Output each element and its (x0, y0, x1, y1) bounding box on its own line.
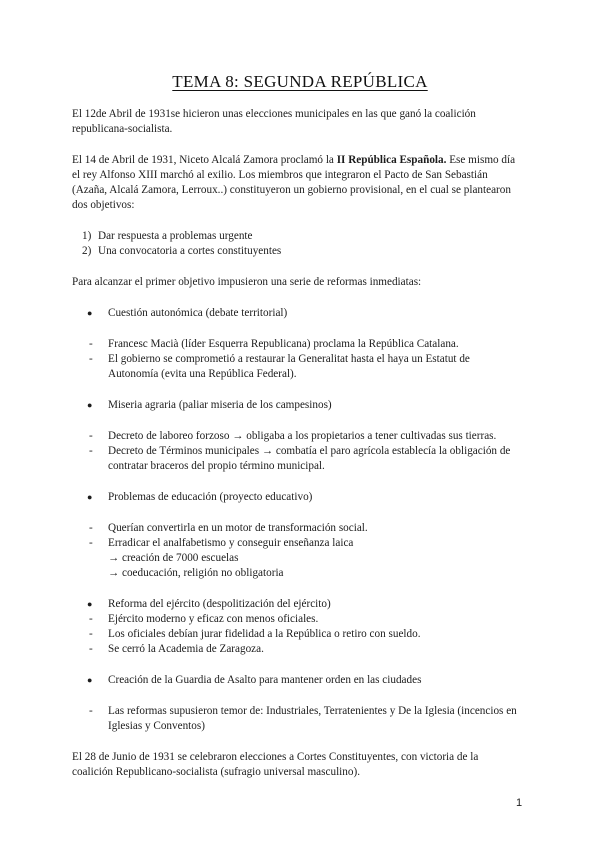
paragraph-elecciones-municipales: El 12de Abril de 1931se hicieron unas elecciones municipales en las que ganó la coalición republicana-socialista. (72, 108, 476, 135)
dash-marker: - (89, 628, 93, 640)
list-item-text: Las reformas supusieron temor de: Industriales, Terratenientes y De la Iglesia (incencios en Iglesias y Conventos) (108, 705, 517, 732)
heading-text: Miseria agraria (paliar miseria de los campesinos) (108, 399, 332, 411)
sub-item: → coeducación, religión no obligatoria (108, 567, 284, 579)
agraria-items (72, 429, 520, 474)
dash-marker: - (89, 613, 93, 625)
dash-marker: - (89, 537, 93, 549)
dash-marker: - (89, 643, 93, 655)
list-item (72, 627, 520, 642)
dash-marker: - (89, 338, 93, 350)
section-heading (72, 398, 520, 413)
list-item (72, 521, 520, 536)
proclamacion-text-post: Ese mismo día el rey Alfonso XIII marchó al exilio. Los miembros que integraron el Pacto de San Sebastián (Azaña, Alcalá Zamora, Lerroux..) constituyeron un gobierno provisional, en el cual se plantearon dos objetivos: (72, 154, 516, 211)
list-number: 1) (82, 230, 92, 242)
section-educacion (72, 490, 520, 505)
section-guardia (72, 673, 520, 688)
ejercito-items (72, 612, 520, 657)
list-number: 2) (82, 245, 92, 257)
proclamacion-text-pre: El 14 de Abril de 1931, Niceto Alcalá Zamora proclamó la (72, 154, 337, 166)
title-text: TEMA 8: SEGUNDA REPÚBLICA (172, 72, 428, 91)
heading-text: Cuestión autonómica (debate territorial) (108, 307, 288, 319)
list-item-text: Decreto de Términos municipales → combatía el paro agrícola establecía la obligación de contratar braceros del propio término municipal. (108, 445, 511, 472)
list-item-text: Ejército moderno y eficaz con menos oficiales. (108, 613, 319, 625)
heading-text: Reforma del ejército (despolitización del ejército) (108, 598, 331, 610)
dash-marker: - (89, 705, 93, 717)
list-item-text: Francesc Macià (líder Esquerra Republicana) proclama la República Catalana. (108, 338, 459, 350)
bullet-icon: ● (87, 400, 93, 410)
paragraph-cortes-constituyentes: El 28 de Junio de 1931 se celebraron elecciones a Cortes Constituyentes, con victoria de la coalición Republicano-socialista (sufragio universal masculino). (72, 751, 479, 778)
document-title (0, 72, 600, 92)
list-item (72, 536, 520, 551)
paragraph-proclamacion (72, 153, 520, 213)
heading-text: Problemas de educación (proyecto educativo) (108, 491, 313, 503)
dash-marker: - (89, 430, 93, 442)
section-heading (72, 673, 520, 688)
dash-marker: - (89, 353, 93, 365)
guardia-items (72, 704, 520, 734)
section-agraria (72, 398, 520, 413)
heading-text: Creación de la Guardia de Asalto para mantener orden en las ciudades (108, 674, 422, 686)
bullet-icon: ● (87, 492, 93, 502)
list-item-text: Decreto de laboreo forzoso → obligaba a los propietarios a tener cultivadas sus tierras. (108, 430, 497, 442)
list-item (72, 429, 520, 444)
document-body (72, 107, 520, 780)
list-item (72, 337, 520, 352)
list-item-text: El gobierno se comprometió a restaurar la Generalitat hasta el haya un Estatut de Autonomía (evita una República Federal). (108, 353, 470, 380)
autonomica-items (72, 337, 520, 382)
list-item-text: Erradicar el analfabetismo y conseguir enseñanza laica (108, 537, 354, 549)
list-item (72, 444, 520, 474)
sub-item: → creación de 7000 escuelas (108, 552, 239, 564)
list-item (72, 642, 520, 657)
list-item-text: Se cerró la Academia de Zaragoza. (108, 643, 264, 655)
list-item (72, 612, 520, 627)
list-item-text: Una convocatoria a cortes constituyentes (98, 245, 282, 257)
list-item (72, 352, 520, 382)
list-item-text: Los oficiales debían jurar fidelidad a la República o retiro con sueldo. (108, 628, 421, 640)
educacion-items (72, 521, 520, 551)
section-ejercito (72, 597, 520, 612)
list-item (72, 704, 520, 734)
dash-marker: - (89, 522, 93, 534)
page-number: 1 (516, 797, 523, 809)
dash-marker: - (89, 445, 93, 457)
list-item-text: Querían convertirla en un motor de transformación social. (108, 522, 368, 534)
section-heading (72, 306, 520, 321)
list-item (72, 229, 520, 244)
paragraph-reformas-intro: Para alcanzar el primer objetivo impusieron una serie de reformas inmediatas: (72, 276, 422, 288)
bullet-icon: ● (87, 308, 93, 318)
list-item (72, 244, 520, 259)
section-heading (72, 490, 520, 505)
bullet-icon: ● (87, 675, 93, 685)
section-heading (72, 597, 520, 612)
section-autonomica (72, 306, 520, 321)
objectives-list (72, 229, 520, 259)
bullet-icon: ● (87, 599, 93, 609)
proclamacion-bold: II República Española. (336, 154, 447, 166)
list-item-text: Dar respuesta a problemas urgente (98, 230, 253, 242)
